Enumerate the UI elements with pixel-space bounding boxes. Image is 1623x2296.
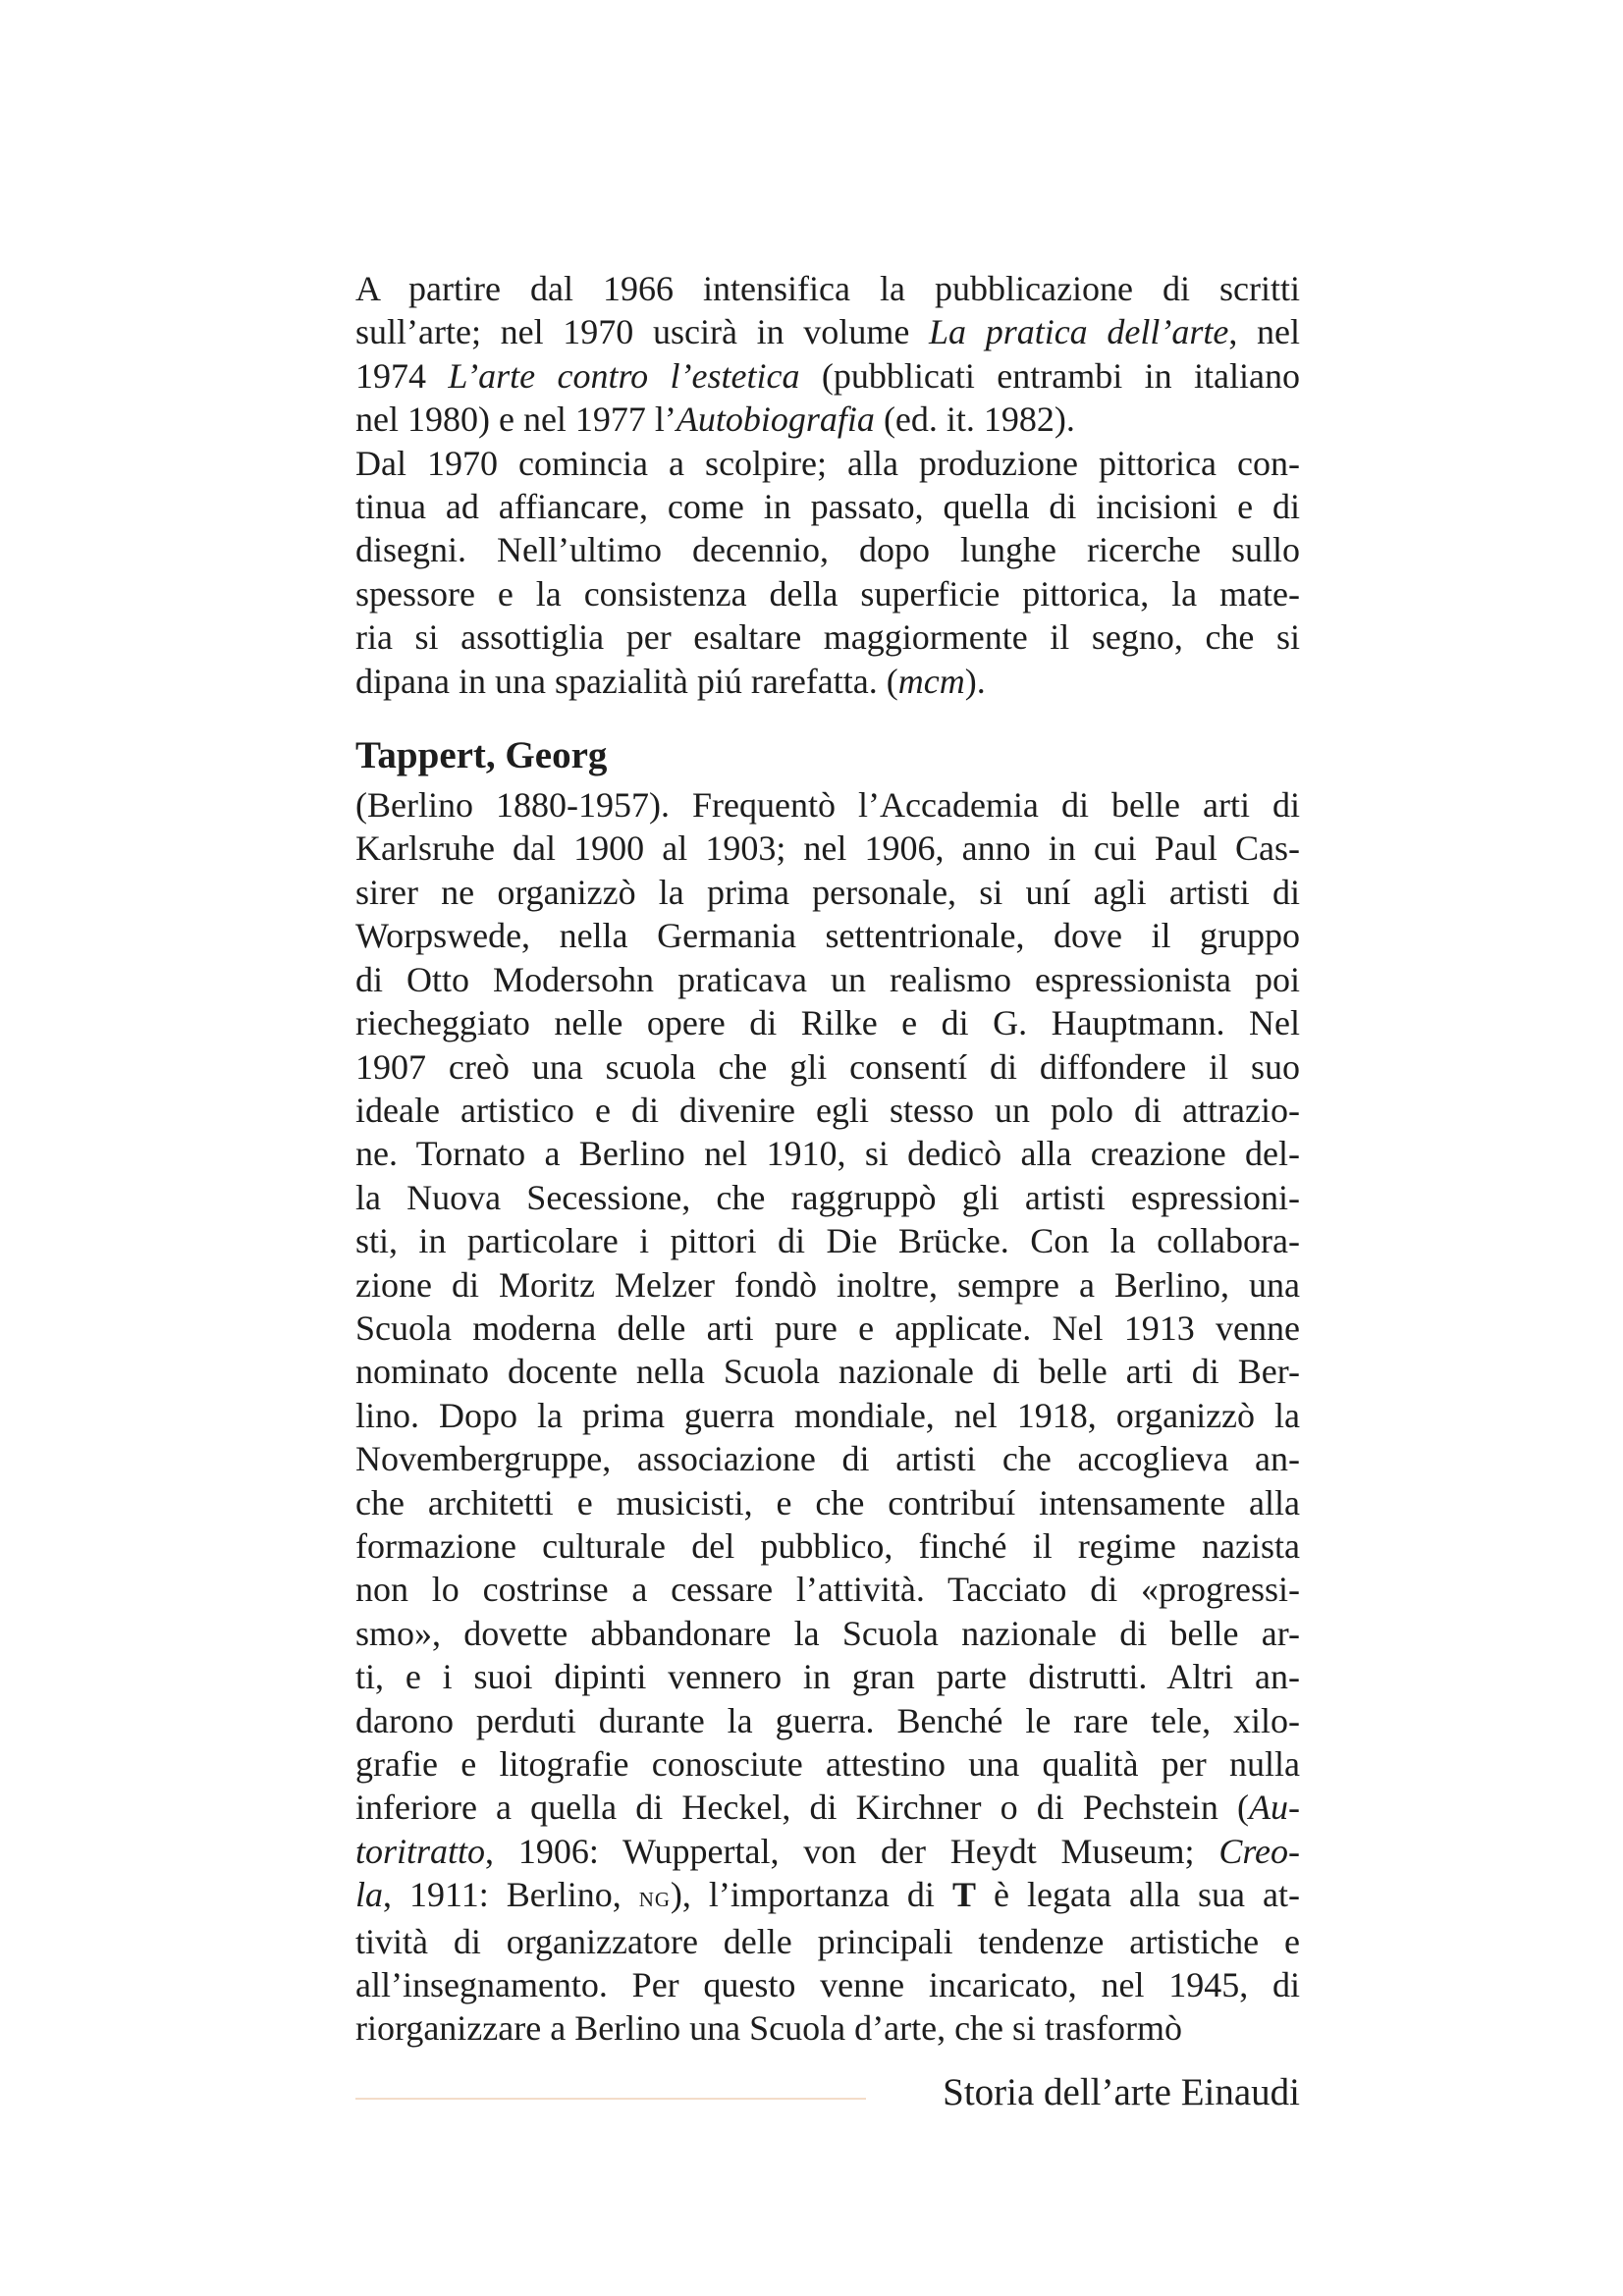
- text-line: non lo costrinse a cessare l’attività. Tacciato di «progressi-: [355, 1570, 1300, 1610]
- text-line: sirer ne organizzò la prima personale, si uní agli artisti di: [355, 872, 1300, 912]
- text-line: ne. Tornato a Berlino nel 1910, si dedicò alla creazione del-: [355, 1134, 1300, 1174]
- text-line: all’insegnamento. Per questo venne incaricato, nel 1945, di: [355, 1965, 1300, 2005]
- page-footer: [355, 2067, 1300, 2126]
- text-line: grafie e litografie conosciute attestino una qualità per nulla: [355, 1744, 1300, 1784]
- italic-run: la: [355, 1875, 384, 1915]
- text-line: ria si assottiglia per esaltare maggiormente il segno, che si: [355, 617, 1300, 658]
- text-line: dipana in una spazialità piú rarefatta. (mcm).: [355, 661, 986, 701]
- text-line: darono perduti durante la guerra. Benché le rare tele, xilo-: [355, 1700, 1300, 1740]
- text-line: (Berlino 1880-1957). Frequentò l’Accademia di belle arti di: [355, 785, 1300, 826]
- text-line: tinua ad affiancare, come in passato, quella di incisioni e di: [355, 487, 1300, 527]
- text-line: ideale artistico e di divenire egli stesso un polo di attrazio-: [355, 1090, 1300, 1130]
- text-line: la Nuova Secessione, che raggruppò gli artisti espressioni-: [355, 1177, 1300, 1217]
- footer-publisher-label: Storia dell’arte Einaudi: [943, 2071, 1300, 2113]
- text-line: Dal 1970 comincia a scolpire; alla produzione pittorica con-: [355, 443, 1300, 483]
- footer-rule: [355, 2098, 866, 2100]
- italic-run: Creo-: [1218, 1831, 1300, 1871]
- italic-run: L’arte contro l’estetica: [448, 355, 800, 396]
- italic-run: toritratto: [355, 1831, 486, 1871]
- smallcaps-run: ng: [638, 1882, 671, 1914]
- text-line: spessore e la consistenza della superficie pittorica, la mate-: [355, 573, 1300, 614]
- text-line: inferiore a quella di Heckel, di Kirchner o di Pechstein (Au-: [355, 1788, 1300, 1828]
- text-line: lino. Dopo la prima guerra mondiale, nel 1918, organizzò la: [355, 1395, 1300, 1435]
- text-line: nel 1980) e nel 1977 l’Autobiografia (ed. it. 1982).: [355, 400, 1075, 440]
- text-line: ti, e i suoi dipinti vennero in gran parte distrutti. Altri an-: [355, 1657, 1300, 1697]
- italic-run: La pratica dell’arte: [928, 312, 1229, 352]
- text-line: Scuola moderna delle arti pure e applicate. Nel 1913 venne: [355, 1308, 1300, 1348]
- text-line: tività di organizzatore delle principali tendenze artistiche e: [355, 1921, 1300, 1961]
- text-column: [355, 267, 1300, 2051]
- text-line: smo», dovette abbandonare la Scuola nazionale di belle ar-: [355, 1613, 1300, 1653]
- text-line: sti, in particolare i pittori di Die Brücke. Con la collabora-: [355, 1221, 1300, 1261]
- text-line: Worpswede, nella Germania settentrionale, dove il gruppo: [355, 916, 1300, 956]
- text-line: formazione culturale del pubblico, finché il regime nazista: [355, 1525, 1300, 1566]
- text-line: zione di Moritz Melzer fondò inoltre, sempre a Berlino, una: [355, 1264, 1300, 1305]
- text-line: Karlsruhe dal 1900 al 1903; nel 1906, anno in cui Paul Cas-: [355, 828, 1300, 869]
- text-line: riecheggiato nelle opere di Rilke e di G. Hauptmann. Nel: [355, 1003, 1300, 1043]
- text-line: sull’arte; nel 1970 uscirà in volume La pratica dell’arte, nel: [355, 312, 1300, 352]
- italic-run: mcm: [897, 661, 965, 701]
- text-line: toritratto, 1906: Wuppertal, von der Heydt Museum; Creo-: [355, 1831, 1300, 1871]
- text-line: di Otto Modersohn praticava un realismo espressionista poi: [355, 959, 1300, 999]
- text-line: A partire dal 1966 intensifica la pubblicazione di scritti: [355, 269, 1300, 308]
- text-line: nominato docente nella Scuola nazionale di belle arti di Ber-: [355, 1352, 1300, 1392]
- bold-run: T: [951, 1875, 976, 1915]
- second-paragraph: [355, 442, 1300, 703]
- italic-run: Autobiografia: [676, 400, 875, 440]
- text-line: Novembergruppe, associazione di artisti che accoglieva an-: [355, 1439, 1300, 1479]
- text-line: 1907 creò una scuola che gli consentí di diffondere il suo: [355, 1046, 1300, 1087]
- text-line: riorganizzare a Berlino una Scuola d’arte, che si trasformò: [355, 2008, 1182, 2049]
- text-line: 1974 L’arte contro l’estetica (pubblicati entrambi in italiano: [355, 355, 1300, 396]
- entry-heading: Tappert, Georg: [355, 734, 608, 777]
- italic-run: Au-: [1249, 1788, 1300, 1828]
- text-line: che architetti e musicisti, e che contribuí intensamente alla: [355, 1482, 1300, 1522]
- entry-body: [355, 783, 1300, 2051]
- intro-paragraph: [355, 267, 1300, 442]
- text-line: la, 1911: Berlino, ng), l’importanza di T è legata alla sua at-: [355, 1875, 1300, 1915]
- text-line: disegni. Nell’ultimo decennio, dopo lunghe ricerche sullo: [355, 530, 1300, 570]
